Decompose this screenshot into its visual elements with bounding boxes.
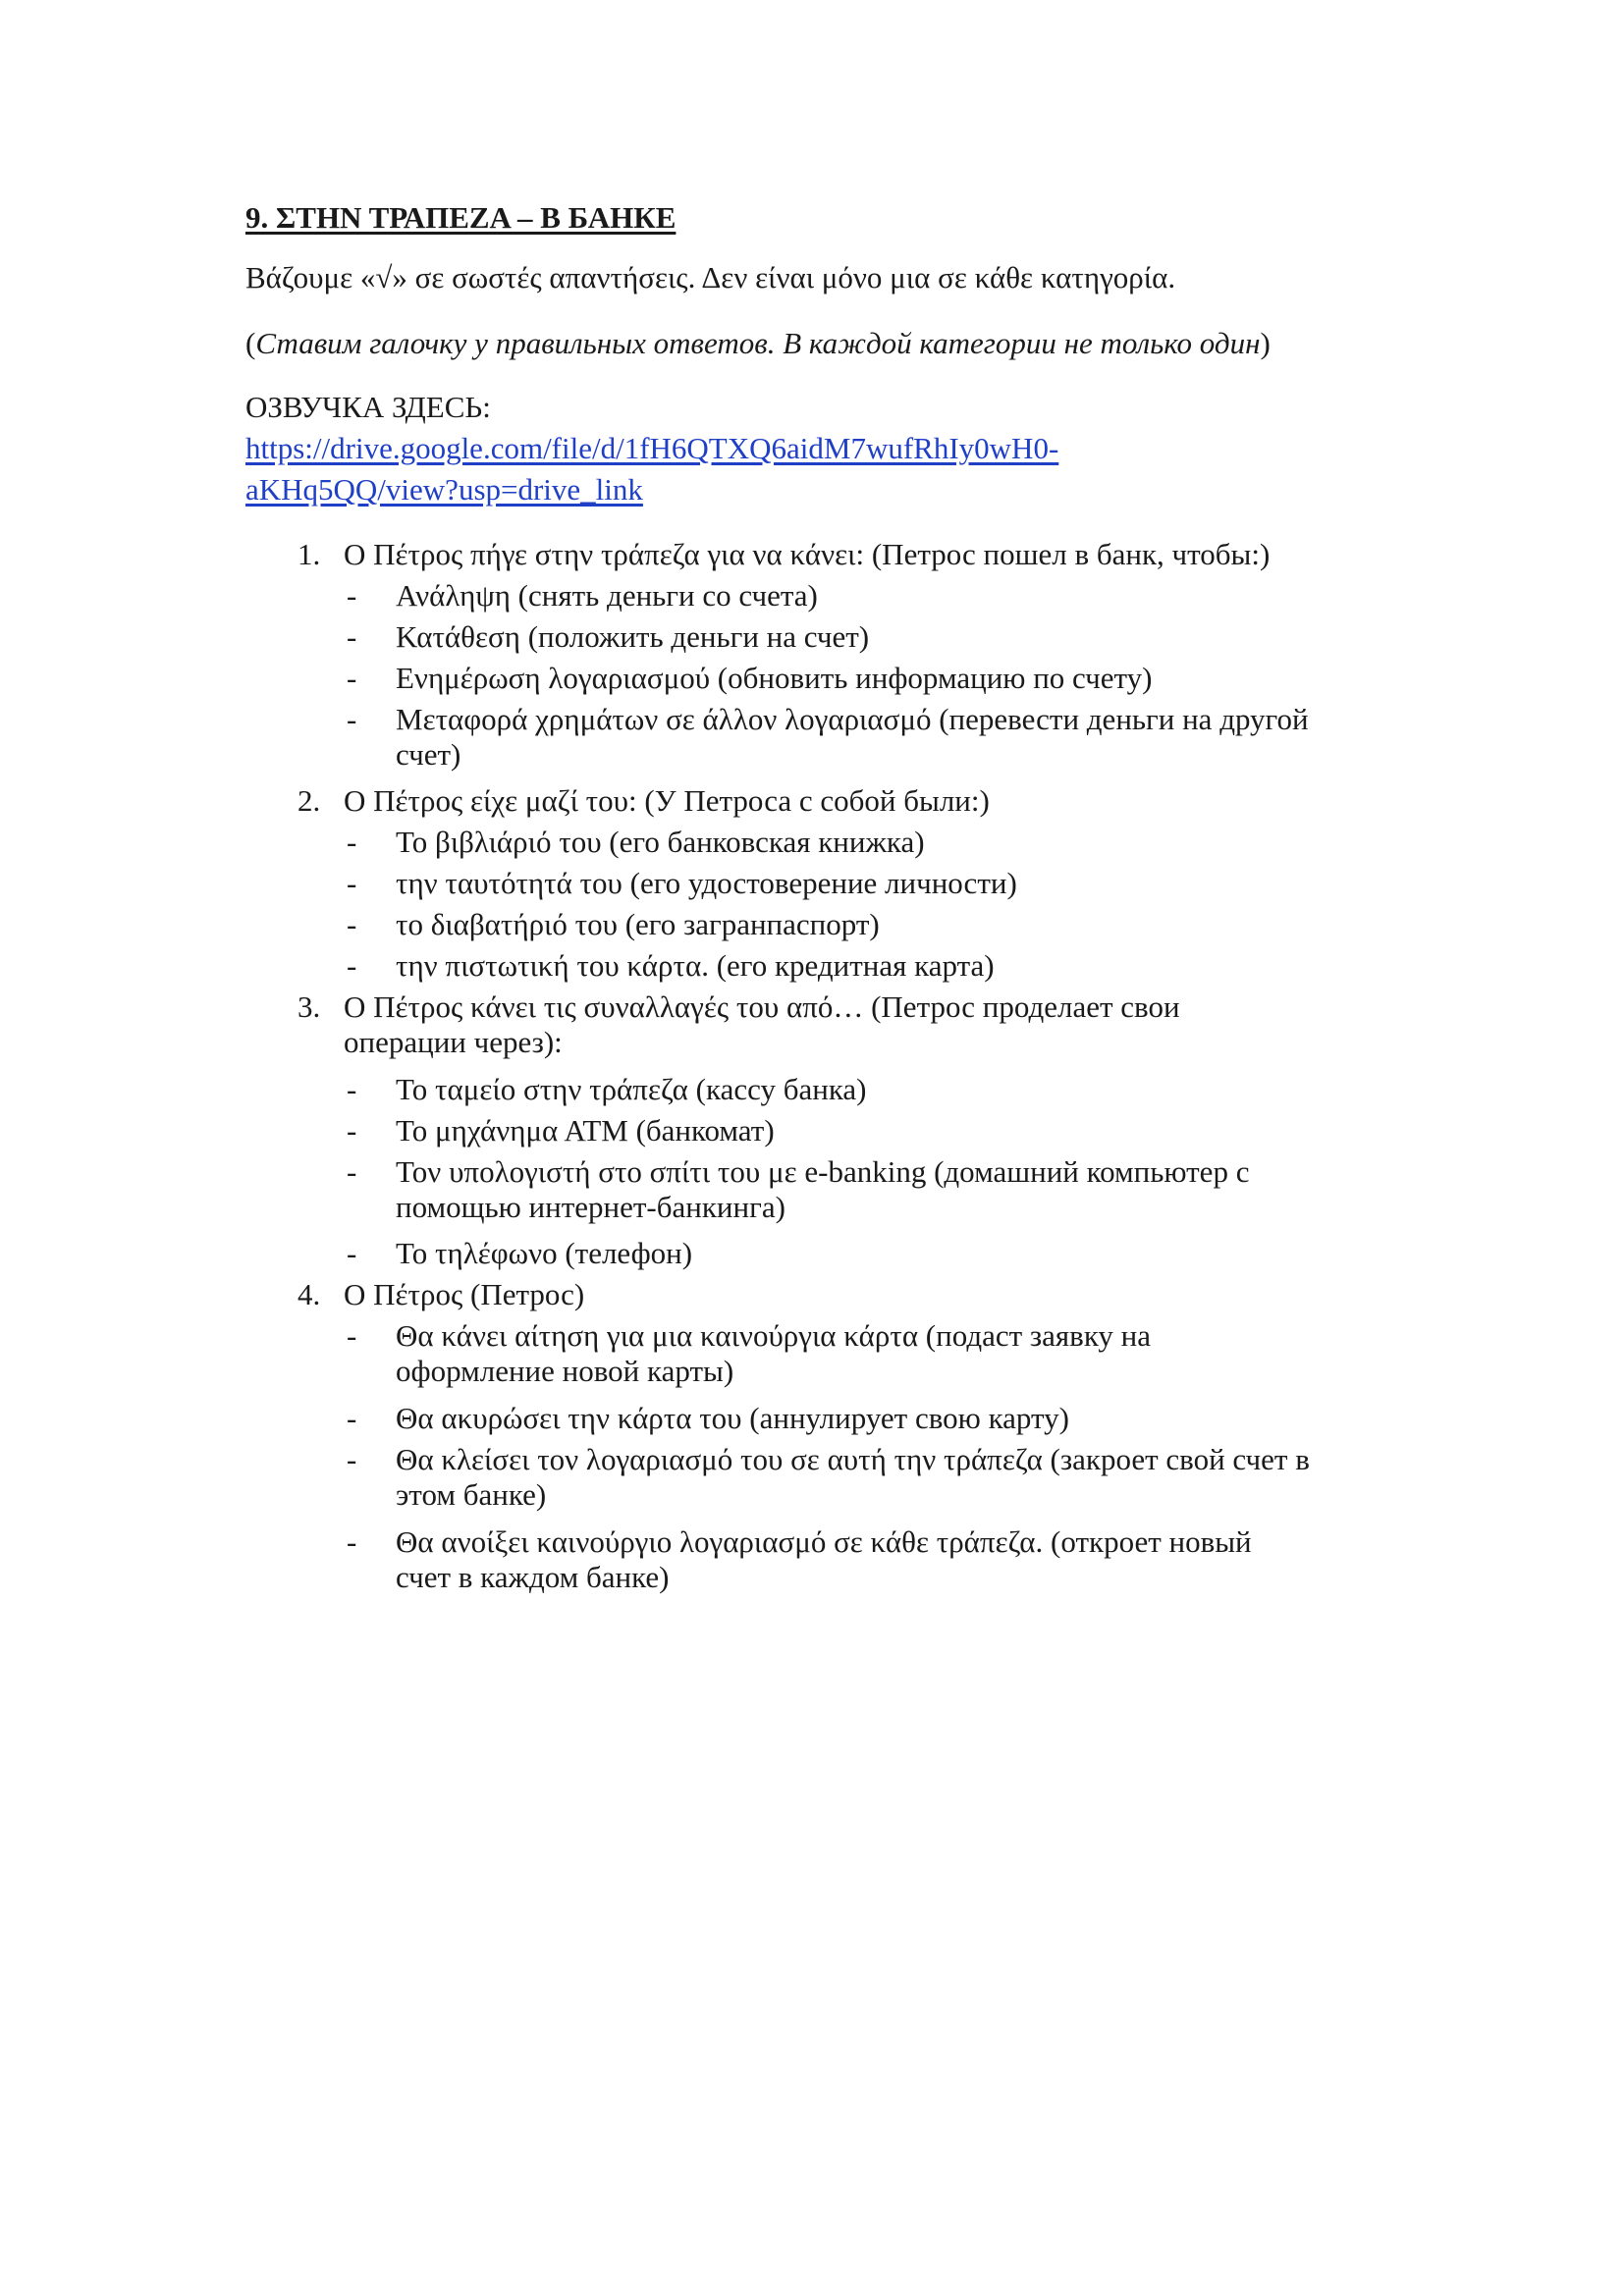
answer-option[interactable]: την ταυτότητά του (его удостоверение личности) [396,866,1017,901]
answer-bullet: - [347,948,357,983]
answer-option[interactable]: το διαβατήριό του (его загранпаспорт) [396,907,880,942]
answer-option[interactable]: Τον υπολογιστή στο σπίτι του με e-banking (домашний компьютер с помощью интернет-банкинга) [396,1153,1250,1224]
answer-option[interactable]: Ενημέρωση λογαριασμού (обновить информацию по счету) [396,660,1153,695]
answer-bullet: - [347,1112,357,1148]
question-number: 1. [298,537,321,571]
answer-bullet: - [347,1523,357,1559]
answer-bullet: - [347,1441,357,1476]
answer-bullet: - [347,825,357,860]
answer-option[interactable]: Θα κάνει αίτηση για μια καινούργια κάρτα (подаст заявку на оформление новой карты) [396,1318,1152,1389]
answer-option[interactable]: Το ταμείο στην τράπεζα (кассу банка) [396,1071,867,1106]
audio-link-line-1[interactable]: https://drive.google.com/file/d/1fH6QTXQ6aidM7wufRhIy0wH0- [245,431,1059,465]
answer-option[interactable]: Θα ακυρώσει την κάρτα του (аннулирует свою карту) [396,1400,1069,1435]
instruction-russian-text: Ставим галочку у правильных ответов. В каждой категории не только один [255,326,1261,360]
paren-open: ( [245,326,256,360]
answer-bullet: - [347,1236,357,1271]
paren-close: ) [1260,326,1271,360]
question-number: 3. [298,988,321,1024]
answer-option[interactable]: Θα ανοίξει καινούργιο λογαριασμό σε κάθε τράπεζα. (откроет новый счет в каждом банке) [396,1523,1252,1594]
instruction-russian [245,326,1271,361]
answer-option[interactable]: Το τηλέφωνο (телефон) [396,1236,693,1271]
answer-bullet: - [347,907,357,942]
question-text: Ο Πέτρος κάνει τις συναλλαγές του από… (Петрос проделает свои операции через): [344,988,1180,1059]
answer-option[interactable]: Το μηχάνημα ΑΤΜ (банкомат) [396,1112,775,1148]
answer-bullet: - [347,618,357,654]
answer-bullet: - [347,866,357,901]
answer-bullet: - [347,1153,357,1189]
answer-bullet: - [347,1318,357,1354]
answer-option[interactable]: την πιστωτική του κάρτα. (его кредитная карта) [396,948,995,983]
audio-link-line-2[interactable]: aKHq5QQ/view?usp=drive_link [245,472,643,507]
answer-bullet: - [347,577,357,613]
answer-bullet: - [347,1400,357,1435]
question-text: Ο Πέτρος είχε μαζί του: (У Петроса с собой были:) [344,783,990,819]
question-text: Ο Πέτρος (Петрос) [344,1277,585,1312]
audio-label: ОЗВУЧКА ЗДЕСЬ: [245,390,491,424]
answer-bullet: - [347,701,357,736]
answer-bullet: - [347,660,357,695]
answer-option[interactable]: Θα κλείσει τον λογαριασμό του σε αυτή την τράπεζα (закроет свой счет в этом банке) [396,1441,1310,1512]
page-title: 9. ΣΤΗΝ ΤΡΑΠΕΖΑ – В БАНКЕ [245,200,677,235]
answer-option[interactable]: Μεταφορά χρημάτων σε άλλον λογαριασμό (перевести деньги на другой счет) [396,701,1309,772]
answer-option[interactable]: Ανάληψη (снять деньги со счета) [396,577,818,613]
instruction-greek: Βάζουμε «√» σε σωστές απαντήσεις. Δεν είναι μόνο μια σε κάθε κατηγορία. [245,260,1176,294]
question-number: 2. [298,783,321,819]
answer-option[interactable]: Κατάθεση (положить деньги на счет) [396,618,870,654]
question-text: Ο Πέτρος πήγε στην τράπεζα για να κάνει: (Петрос пошел в банк, чтобы:) [344,537,1271,571]
answer-option[interactable]: Το βιβλιάριό του (его банковская книжка) [396,825,925,860]
answer-bullet: - [347,1071,357,1106]
question-number: 4. [298,1277,321,1312]
